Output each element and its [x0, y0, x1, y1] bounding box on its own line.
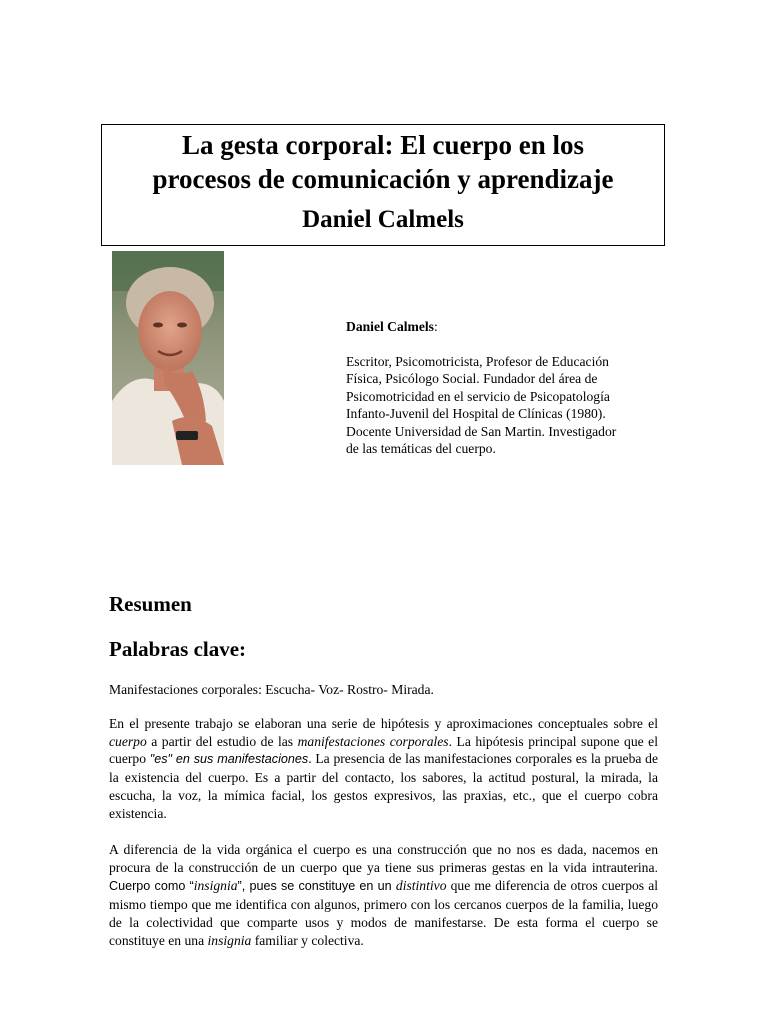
bio-text [346, 353, 666, 458]
text-run: . La presencia de las manifestaciones corporales es la prueba de la existencia del cuerpo. Es a partir del contacto, los sabores, la actitud postural, la mirada, la escucha, la voz, la mímica facial, los gestos expresivos, las praxias, etc., que el cuerpo cobra existencia. [109, 751, 658, 821]
section-heading-resumen: Resumen [109, 592, 192, 616]
text-run: A diferencia de la vida orgánica el cuerpo es una construcción que no nos es dada, nacemos en procura de la construcción de un cuerpo que ya tiene sus primeras gestas en la vida intrauterina [109, 842, 658, 875]
bio-colon: : [433, 319, 438, 334]
bio-line: Infanto-Juvenil del Hospital de Clínicas (1980). [346, 406, 606, 421]
text-run: En el presente trabajo se elaboran una serie de hipótesis y aproximaciones conceptuales sobre el [109, 716, 658, 731]
author-bio [346, 318, 666, 458]
text-run-italic: manifestaciones corporales [297, 733, 449, 749]
text-run: a partir del estudio de las [146, 733, 298, 749]
text-run: . Cuerpo como “ [109, 860, 658, 894]
document-author: Daniel Calmels [302, 206, 464, 233]
document-title-line-1: La gesta corporal: El cuerpo en los [182, 130, 584, 160]
bio-name: Daniel Calmels [346, 319, 434, 334]
bio-line: Física, Psicólogo Social. Fundador del área de [346, 371, 598, 386]
text-run: ”, pues se constituye en un [237, 879, 396, 894]
text-run: familiar y colectiva. [251, 932, 364, 948]
title-box [101, 124, 665, 246]
bio-line: Escritor, Psicomotricista, Profesor de Educación [346, 353, 609, 369]
section-heading-palabras-clave: Palabras clave: [109, 637, 247, 661]
text-run: . La hipótesis principal supone que el cuerpo [109, 733, 658, 767]
author-portrait-photo [112, 251, 224, 465]
bio-line: Psicomotricidad en el servicio de Psicopatología [346, 388, 610, 404]
text-run-italic: distintivo [395, 878, 447, 894]
keywords-paragraph: Manifestaciones corporales: Escucha- Voz- Rostro- Mirada. [109, 682, 434, 697]
text-run-italic: insignia [193, 878, 238, 894]
body-paragraph-1 [109, 715, 658, 822]
body-paragraph-2 [109, 841, 658, 949]
text-run-italic: cuerpo [109, 733, 147, 749]
bio-line: Docente Universidad de San Martin. Investigador [346, 423, 617, 439]
document-title-line-2: procesos de comunicación y aprendizaje [152, 164, 614, 194]
text-run-italic: insignia [207, 932, 252, 948]
bio-heading [346, 318, 666, 336]
text-run-italic: "es" en sus manifestaciones [149, 752, 309, 767]
text-run: que me diferencia de otros cuerpos al mismo tiempo que me identifica con algunos, primero con los cercanos cuerpos de la familia, luego de la colectividad que comparte usos y modos de manifestarse. De esta forma el cuerpo se constituye en una [109, 878, 659, 948]
bio-line: de las temáticas del cuerpo. [346, 441, 496, 456]
